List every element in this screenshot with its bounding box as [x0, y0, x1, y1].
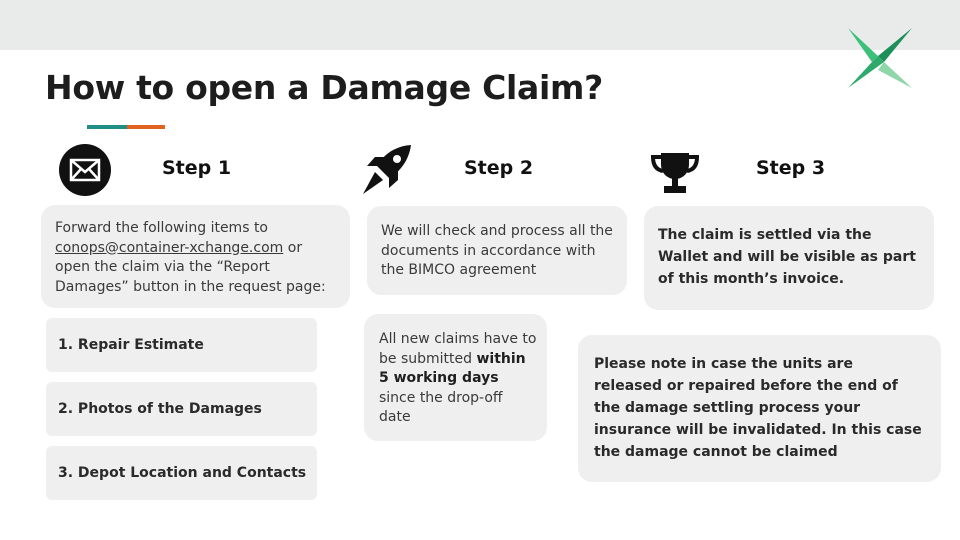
- step-3-note: [578, 335, 941, 482]
- step-3-card-text: The claim is settled via the Wallet and will be visible as part of this month’s invoice.: [658, 227, 916, 287]
- list-item-repair-estimate: 1. Repair Estimate: [46, 318, 317, 372]
- step-1-card-post: or open the claim via the “Report Damages” button in the request page:: [55, 239, 326, 295]
- step-2-label: Step 2: [464, 157, 534, 179]
- step-2-note-pre: All new claims have to be submitted: [379, 331, 537, 367]
- xchange-logo: [842, 26, 914, 90]
- page-title: How to open a Damage Claim?: [45, 68, 603, 107]
- step-1-card-pre: Forward the following items to: [55, 220, 268, 236]
- step-2-note-bold: within 5 working days: [379, 350, 526, 386]
- step-3-label: Step 3: [756, 157, 826, 179]
- step-1-card: [41, 205, 350, 308]
- step-2-card: [367, 206, 627, 295]
- envelope-icon: [58, 143, 112, 197]
- step-3-note-text: Please note in case the units are released or repaired before the end of the damage settling process your insurance will be invalidated. In this case the damage cannot be claimed: [594, 356, 922, 460]
- step-2-card-text: We will check and process all the documents in accordance with the BIMCO agreement: [381, 223, 613, 278]
- step-3-card: [644, 206, 934, 310]
- step-1-label: Step 1: [162, 157, 232, 179]
- title-accent-bar: [87, 125, 165, 129]
- list-item-depot-location: 3. Depot Location and Contacts: [46, 446, 317, 500]
- rocket-icon: [359, 142, 415, 196]
- trophy-icon: [650, 150, 700, 196]
- step-2-note-post: since the drop-off date: [379, 389, 503, 425]
- step-2-note: [364, 314, 547, 441]
- list-item-photos: 2. Photos of the Damages: [46, 382, 317, 436]
- email-link[interactable]: conops@container-xchange.com: [55, 239, 284, 256]
- header-band: [0, 0, 960, 50]
